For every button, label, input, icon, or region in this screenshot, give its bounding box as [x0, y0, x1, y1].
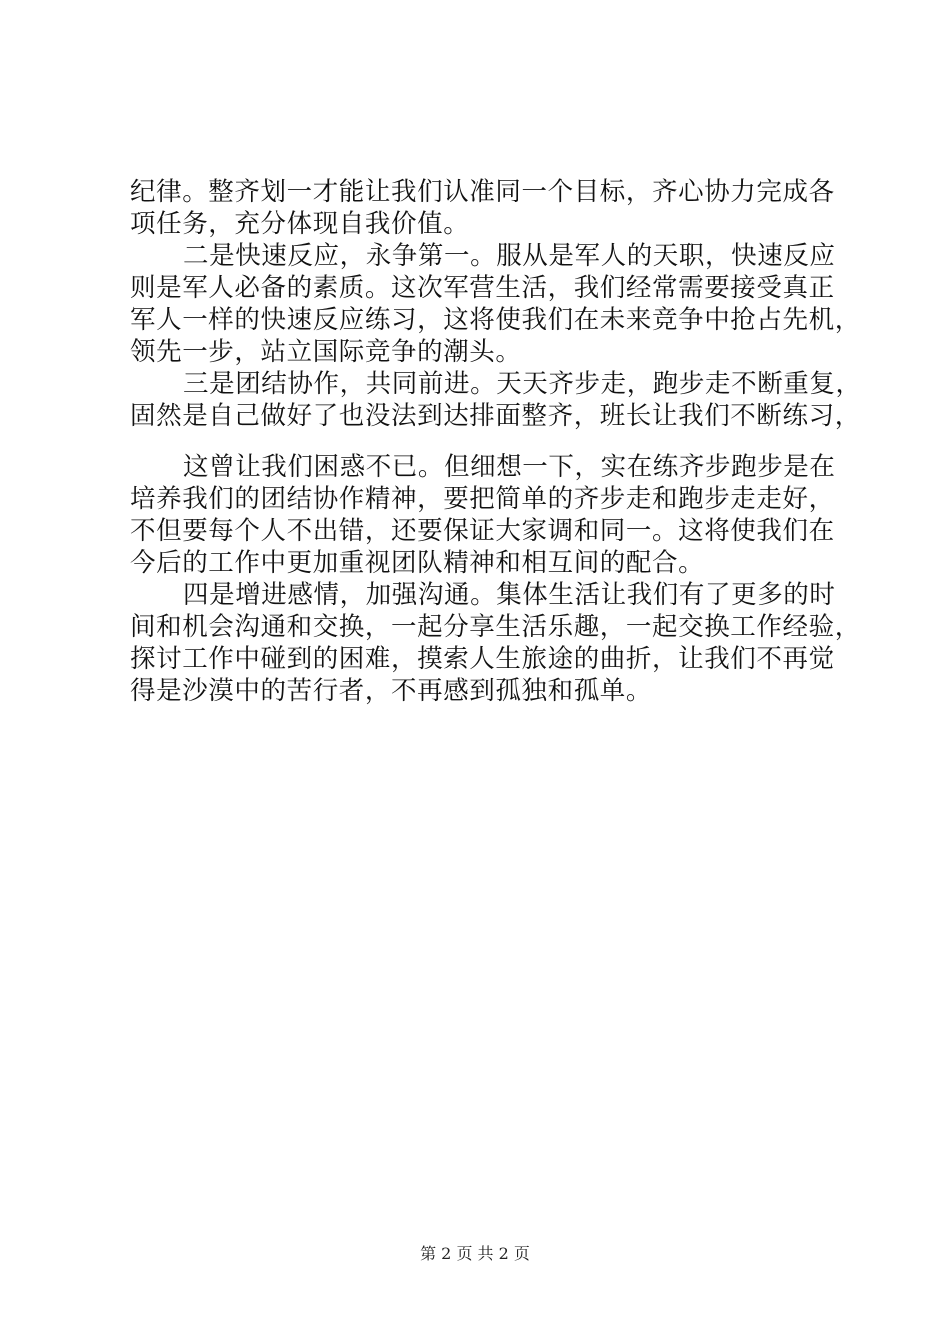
page-number-footer: 第 2 页 共 2 页 — [420, 1244, 530, 1263]
paragraph-line: 军人一样的快速反应练习，这将使我们在未来竞争中抢占先机， — [130, 305, 861, 335]
paragraph-line: 今后的工作中更加重视团队精神和相互间的配合。 — [130, 548, 705, 578]
paragraph-line: 三是团结协作，共同前进。天天齐步走，跑步走不断重复， — [183, 369, 862, 399]
paragraph-line: 探讨工作中碰到的困难，摸索人生旅途的曲折，让我们不再觉 — [130, 644, 835, 674]
paragraph-line: 二是快速反应，永争第一。服从是军人的天职，快速反应 — [183, 241, 836, 271]
paragraph-line: 四是增进感情，加强沟通。集体生活让我们有了更多的时 — [183, 580, 836, 610]
paragraph-line: 纪律。整齐划一才能让我们认准同一个目标，齐心协力完成各 — [130, 177, 835, 207]
paragraph-line: 不但要每个人不出错，还要保证大家调和同一。这将使我们在 — [130, 516, 835, 546]
paragraph-line: 得是沙漠中的苦行者，不再感到孤独和孤单。 — [130, 676, 653, 706]
paragraph-line: 则是军人必备的素质。这次军营生活，我们经常需要接受真正 — [130, 273, 835, 303]
paragraph-line: 间和机会沟通和交换，一起分享生活乐趣，一起交换工作经验， — [130, 612, 861, 642]
paragraph-line: 领先一步，站立国际竞争的潮头。 — [130, 337, 522, 367]
paragraph-line: 这曾让我们困惑不已。但细想一下，实在练齐步跑步是在 — [183, 452, 836, 482]
paragraph-line: 项任务，充分体现自我价值。 — [130, 209, 470, 239]
paragraph-line: 培养我们的团结协作精神，要把简单的齐步走和跑步走走好， — [130, 484, 835, 514]
paragraph-line: 固然是自己做好了也没法到达排面整齐，班长让我们不断练习， — [130, 401, 861, 431]
